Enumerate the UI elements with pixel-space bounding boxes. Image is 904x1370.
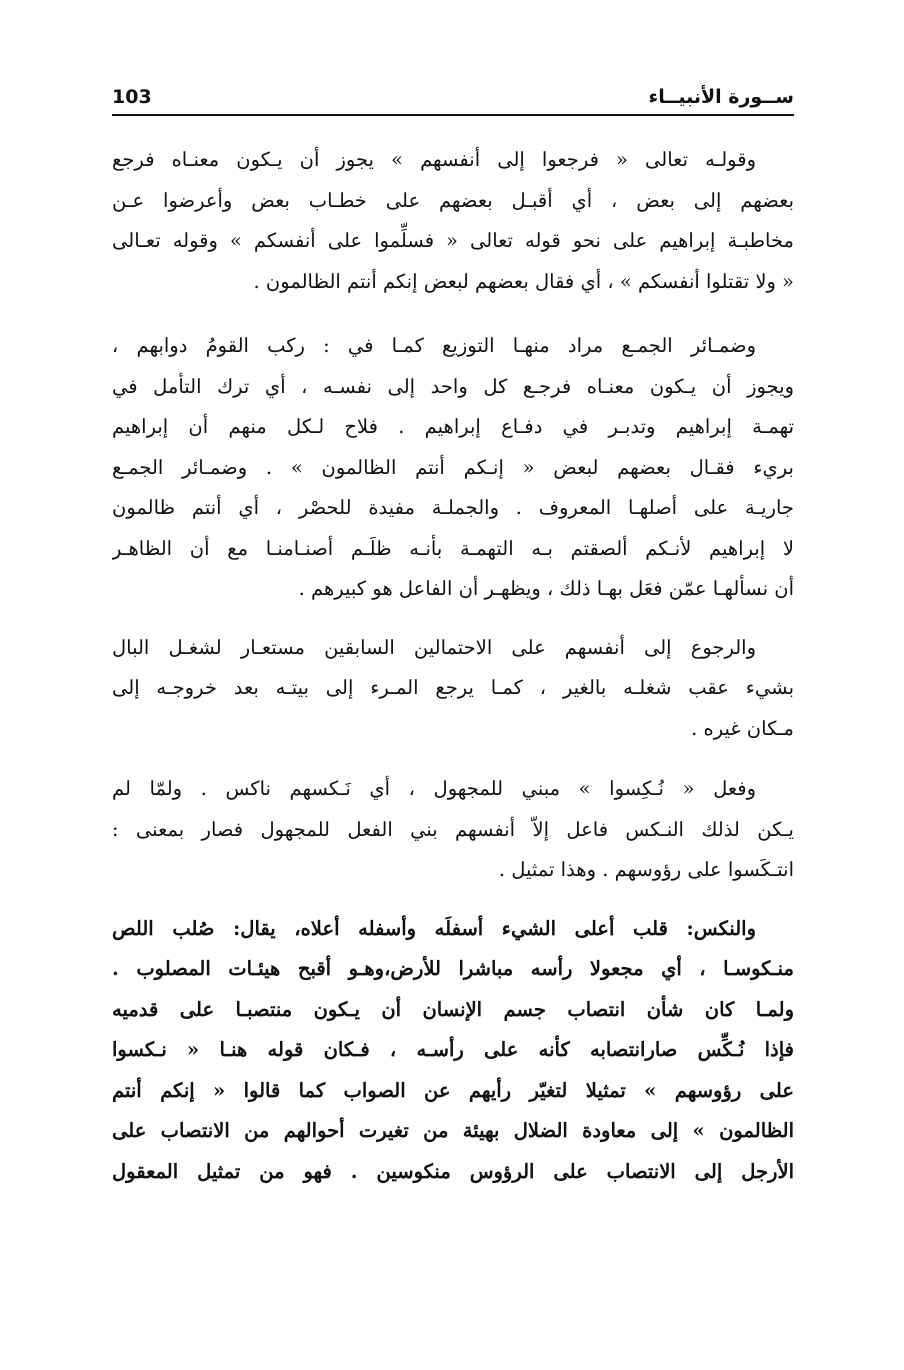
text-line: جاريـة على أصلهـا المعروف . والجملـة مفيدة للحصْر ، أي أنتم ظالمون [112,496,794,519]
paragraph [112,769,794,891]
paragraph [112,140,794,302]
text-line: ويجوز أن يـكون معنـاه فرجـع كل واحد إلى نفسـه ، أي ترك التأمل في [112,374,794,398]
paragraph [112,909,794,1193]
running-title: ســورة الأنبيــاء [648,86,794,108]
text-line: الأرجل إلى الانتصاب على الرؤوس منكوسين . فهو من تمثيل المعقول [112,1159,794,1183]
text-line: والرجوع إلى أنفسهم على الاحتمالين السابقين مستعـار لشغـل البال [112,635,756,659]
page-number: 103 [112,86,152,108]
text-line: وضمـائر الجمـع مراد منهـا التوزيع كمـا في : ركب القومُ دوابهم ، [112,334,756,357]
text-line: مخاطبـة إبراهيم على نحو قوله تعالى « فسلِّموا على أنفسكم » وقوله تعـالى [112,229,794,252]
text-line: الظالمون » إلى معاودة الضلال بهيئة من تغيرت أحوالهم من الانتصاب على [112,1119,794,1142]
paragraph [112,326,794,610]
text-line: يـكن لذلك النـكس فاعل إلاّ أنفسهم بني الفعل للمجهول فصار بمعنى : [112,817,794,841]
text-line: وفعل « نُـكِسوا » مبني للمجهول ، أي نَـكسهم ناكس . ولمّا لم [112,777,756,800]
page-body [112,140,794,1210]
text-line: فإذا نُـكِّس صارانتصابه كأنه على رأسـه ، فـكان قوله هنـا « نـكسوا [112,1038,794,1061]
text-line: لا إبراهيم لأنـكم ألصقتم بـه التهمـة بأنـه ظلَـم أصنـامنـا مع أن الظاهـر [112,536,794,560]
page-header [112,84,794,116]
text-line: أن نسألهـا عمّن فعَل بهـا ذلك ، ويظهـر أن الفاعل هو كبيرهم . [298,577,794,600]
text-line: مـكان غيره . [691,716,794,740]
text-line: منـكوسـا ، أي مجعولا رأسه مباشرا للأرض،وهـو أقبح هيئـات المصلوب . [112,957,794,980]
text-line: بريء فقـال بعضهم لبعض « إنـكم أنتم الظالمون » . وضمـائر الجمـع [112,455,794,479]
text-line: وقولـه تعالى « فرجعوا إلى أنفسهم » يجوز أن يـكون معنـاه فرجع [112,148,756,171]
text-line: والنكس: قلب أعلى الشيء أسفلَه وأسفله أعلاه، يقال: صُلب اللص [112,916,756,940]
text-line: ولمـا كان شأن انتصاب جسم الإنسان أن يـكون منتصبـا على قدميه [112,997,794,1021]
text-line: بعضهم إلى بعض ، أي أقبـل بعضهم على خطـاب بعض وأعرضوا عـن [112,188,794,212]
text-line: « ولا تقتلوا أنفسكم » ، أي فقال بعضهم لبعض إنكم أنتم الظالمون . [253,269,794,293]
text-line: بشيء عقب شغلـه بالغير ، كمـا يرجع المـرء إلى بيتـه بعد خروجـه إلى [112,676,794,699]
text-line: على رؤوسهم » تمثيلا لتغيّر رأيهم عن الصواب كما قالوا « إنكم أنتم [112,1078,794,1102]
text-line: تهمـة إبراهيم وتدبـر في دفـاع إبراهيم . فلاح لـكل منهم أن إبراهيم [112,415,794,438]
paragraph [112,628,794,750]
text-line: انتـكَسوا على رؤوسهم . وهذا تمثيل . [498,858,794,881]
